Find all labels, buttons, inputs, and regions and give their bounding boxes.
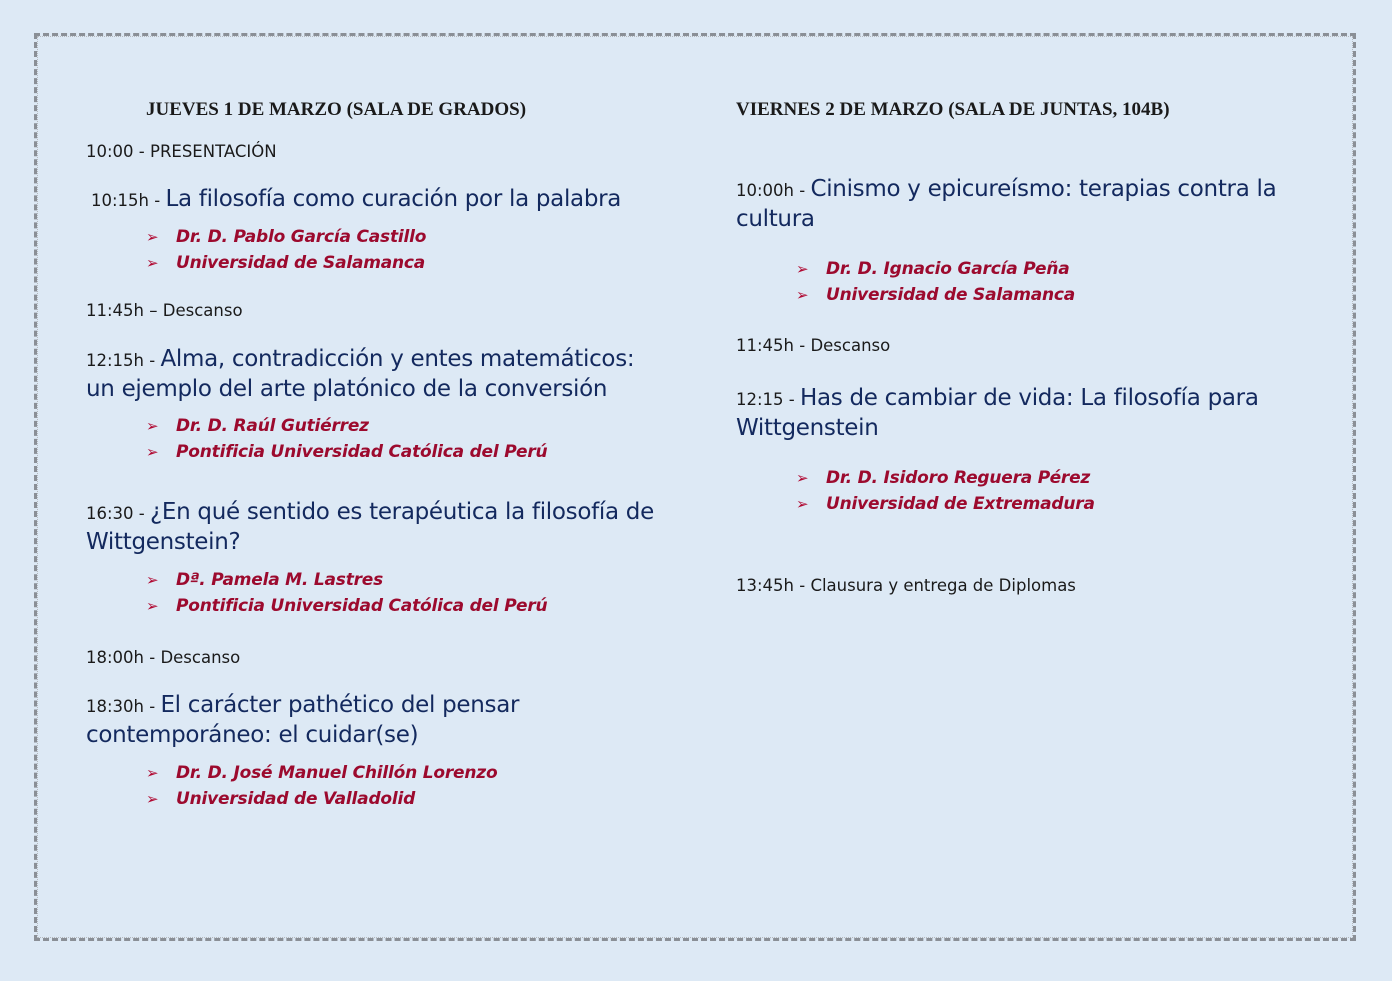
speaker-item [146,413,547,439]
talk-title: El carácter pathético del pensar contemporáneo: el cuidar(se) [86,692,520,748]
talk-title: Cinismo y epicureísmo: terapias contra la cultura [736,176,1277,232]
break-1: 11:45h – Descanso [86,301,243,320]
talk-2 [86,345,661,404]
arrow-bullet-icon: ➢ [146,764,159,782]
speaker-name: Dª. Pamela M. Lastres [176,570,384,590]
talk-1-details [146,224,426,276]
arrow-bullet-icon: ➢ [796,260,809,278]
speaker-item [146,567,547,593]
talk-5 [736,175,1281,234]
arrow-bullet-icon: ➢ [796,495,809,513]
affiliation-item [146,250,426,276]
talk-time: 16:30 - [86,504,150,523]
talk-title: Alma, contradicción y entes matemáticos: un ejemplo del arte platónico de la conversión [86,346,635,402]
talk-time: 12:15 - [736,390,800,409]
arrow-bullet-icon: ➢ [796,286,809,304]
arrow-bullet-icon: ➢ [146,571,159,589]
talk-6-details [796,465,1095,517]
talk-5-details [796,256,1075,308]
talk-time: 18:30h - [86,697,161,716]
talk-time: 10:15h - [91,191,166,210]
closing-ceremony: 13:45h - Clausura y entrega de Diplomas [736,576,1076,595]
arrow-bullet-icon: ➢ [146,254,159,272]
speaker-affiliation: Pontificia Universidad Católica del Perú [176,596,548,616]
speaker-name: Dr. D. Isidoro Reguera Pérez [826,468,1091,488]
speaker-affiliation: Universidad de Salamanca [826,285,1076,305]
speaker-affiliation: Universidad de Valladolid [176,789,416,809]
affiliation-item [796,282,1075,308]
arrow-bullet-icon: ➢ [146,597,159,615]
talk-time: 10:00h - [736,181,811,200]
talk-3-details [146,567,547,619]
day-heading-thursday: JUEVES 1 DE MARZO (SALA DE GRADOS) [146,99,527,120]
affiliation-item [146,786,497,812]
arrow-bullet-icon: ➢ [146,417,159,435]
speaker-affiliation: Pontificia Universidad Católica del Perú [176,442,548,462]
arrow-bullet-icon: ➢ [146,443,159,461]
affiliation-item [796,491,1095,517]
speaker-name: Dr. D. Ignacio García Peña [826,259,1070,279]
talk-title: La filosofía como curación por la palabra [165,186,622,212]
break-2: 18:00h - Descanso [86,648,241,667]
break-3: 11:45h - Descanso [736,336,891,355]
talk-4 [86,691,661,750]
arrow-bullet-icon: ➢ [796,469,809,487]
talk-4-details [146,760,497,812]
speaker-name: Dr. D. Raúl Gutiérrez [176,416,369,436]
speaker-affiliation: Universidad de Extremadura [826,494,1095,514]
talk-title: Has de cambiar de vida: La filosofía para Wittgenstein [736,385,1259,441]
speaker-item [796,465,1095,491]
speaker-name: Dr. D. Pablo García Castillo [176,227,427,247]
talk-time: 12:15h - [86,351,161,370]
talk-title: ¿En qué sentido es terapéutica la filosofía de Wittgenstein? [86,499,654,555]
talk-3 [86,498,661,557]
speaker-item [146,224,426,250]
speaker-affiliation: Universidad de Salamanca [176,253,426,273]
talk-2-details [146,413,547,465]
speaker-item [146,760,497,786]
opening-presentation: 10:00 - PRESENTACIÓN [86,142,277,161]
talk-1 [86,185,661,215]
day-heading-friday: VIERNES 2 DE MARZO (SALA DE JUNTAS, 104B) [736,99,1170,120]
speaker-name: Dr. D. José Manuel Chillón Lorenzo [176,763,498,783]
affiliation-item [146,439,547,465]
affiliation-item [146,593,547,619]
talk-6 [736,384,1281,443]
arrow-bullet-icon: ➢ [146,228,159,246]
arrow-bullet-icon: ➢ [146,790,159,808]
speaker-item [796,256,1075,282]
